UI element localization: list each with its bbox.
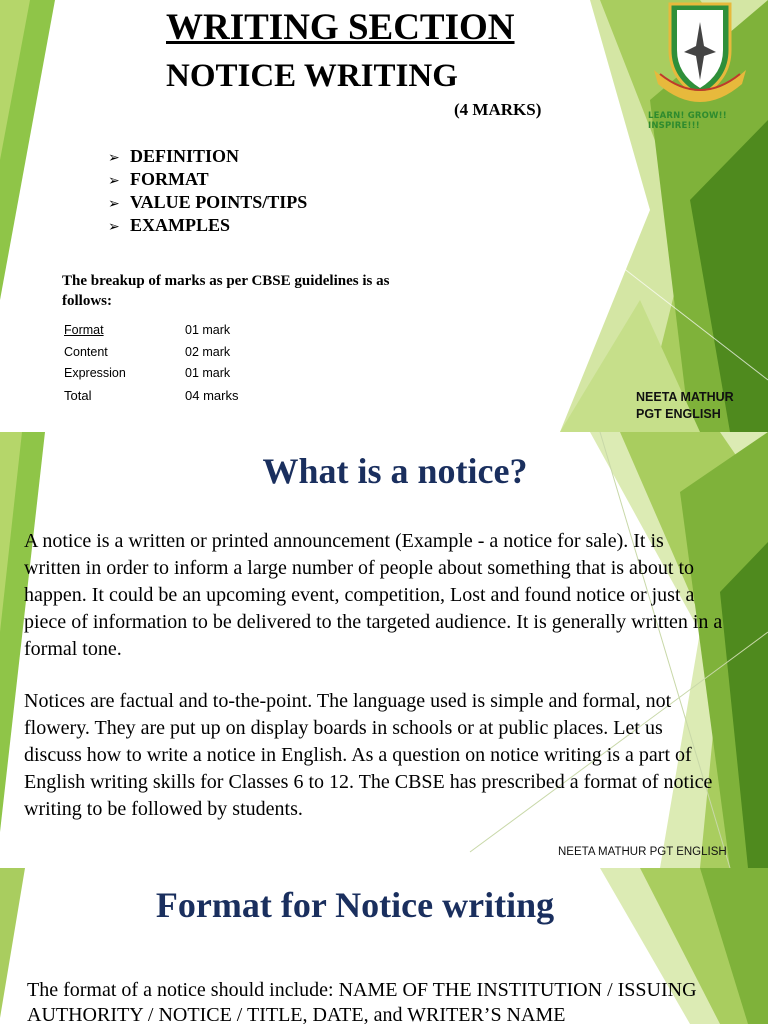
arrow-bullet-icon: ➢: [108, 150, 120, 166]
school-emblem-icon: [650, 0, 750, 108]
table-cell-value: 01 mark: [185, 366, 231, 380]
table-cell-item: Format: [64, 323, 104, 337]
what-is-notice-heading: What is a notice?: [262, 451, 528, 491]
definition-paragraph: A notice is a written or printed announcement (Example - a notice for sale). It is written in order to inform a large number of people about something that is about to happen. It could be an upcoming event, competition, Lost and found notice or just a piece of information to be delivered to the targeted audience. It is generally written in a formal tone.: [24, 530, 723, 660]
table-cell-item: Total: [64, 387, 92, 403]
arrow-bullet-icon: ➢: [108, 219, 120, 235]
logo-motto: LEARN! GROW!! INSPIRE!!!: [648, 111, 727, 131]
table-row: [64, 385, 238, 407]
table-row: [64, 363, 238, 385]
author-name: NEETA MATHUR: [636, 390, 734, 404]
breakup-text: The breakup of marks as per CBSE guidelines is as follows:: [62, 273, 390, 309]
table-cell-item: Content: [64, 344, 108, 359]
format-heading: Format for Notice writing: [155, 885, 555, 925]
format-paragraph: The format of a notice should include: NAME OF THE INSTITUTION / ISSUING AUTHORITY / NOTICE / TITLE, DATE, and WRITER’S NAME: [27, 979, 697, 1024]
slide-2: [0, 432, 768, 868]
list-item: ➢ VALUE POINTS/TIPS: [108, 191, 307, 214]
table-cell-value: 02 mark: [185, 344, 231, 359]
table-row: [64, 320, 238, 342]
slide-1: [0, 0, 768, 432]
list-item: ➢ EXAMPLES: [108, 214, 307, 237]
topic-list: [108, 145, 307, 237]
author-credit: NEETA MATHUR PGT ENGLISH: [558, 846, 727, 858]
table-cell-value: 04 marks: [185, 387, 239, 403]
author-role: PGT ENGLISH: [636, 407, 721, 421]
notice-writing-subtitle: NOTICE WRITING: [166, 58, 458, 94]
table-cell-value: 01 mark: [185, 323, 231, 337]
section-title: WRITING SECTION: [166, 7, 515, 48]
list-item: ➢ FORMAT: [108, 168, 307, 191]
table-row: [64, 342, 238, 364]
list-item: ➢ DEFINITION: [108, 145, 307, 168]
arrow-bullet-icon: ➢: [108, 173, 120, 189]
marks-label: (4 MARKS): [454, 100, 542, 119]
description-paragraph: Notices are factual and to-the-point. The language used is simple and formal, not flowery. They are put up on display boards in schools or at public places. Let us discuss how to write a notice in English. As a question on notice writing is a part of English writing skills for Classes 6 to 12. The CBSE has prescribed a format of notice writing to be followed by students.: [24, 690, 713, 820]
slide-3: [0, 868, 768, 1024]
marks-table: [64, 320, 238, 406]
author-credit: [636, 389, 734, 423]
table-cell-item: Expression: [64, 366, 126, 380]
arrow-bullet-icon: ➢: [108, 196, 120, 212]
